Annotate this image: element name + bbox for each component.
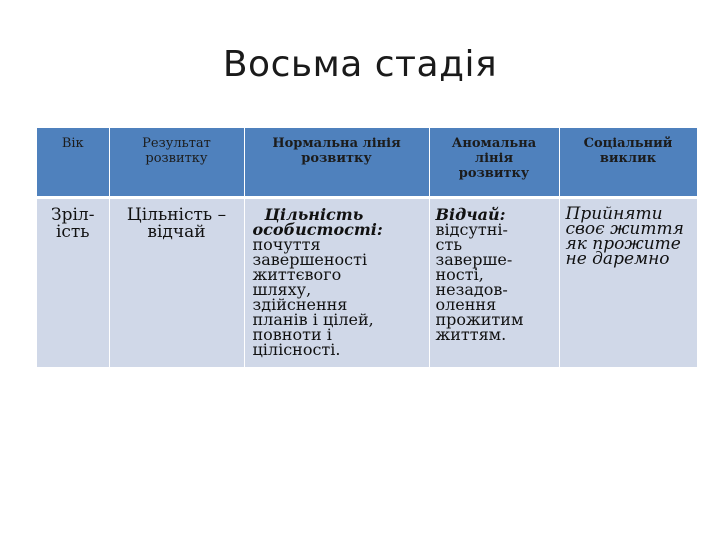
cell-age: Зріл- ість	[37, 198, 109, 368]
stages-table	[37, 128, 698, 367]
cell-normal-line: Цільність особистості: почуття завершеності життєвого шляху, здійснення планів і цілей, повноти і цілісності.	[244, 198, 429, 368]
slide-title: Восьма стадія	[222, 44, 498, 85]
header-age: Вік	[37, 128, 109, 198]
cell-social-challenge: Прийняти своє життя як прожите не даремно	[559, 198, 697, 368]
cell-result: Цільність – відчай	[109, 198, 244, 368]
header-normal-line: Нормальна лінія розвитку	[244, 128, 429, 198]
header-social-challenge: Соціальний виклик	[559, 128, 697, 198]
table-row	[37, 198, 697, 368]
cell-anomal-line: Відчай: відсутні- сть заверше- ності, незадов- олення прожитим життям.	[429, 198, 559, 368]
header-result: Результат розвитку	[109, 128, 244, 198]
header-anomal-line: Аномальна лінія розвитку	[429, 128, 559, 198]
table-header-row	[37, 128, 697, 198]
